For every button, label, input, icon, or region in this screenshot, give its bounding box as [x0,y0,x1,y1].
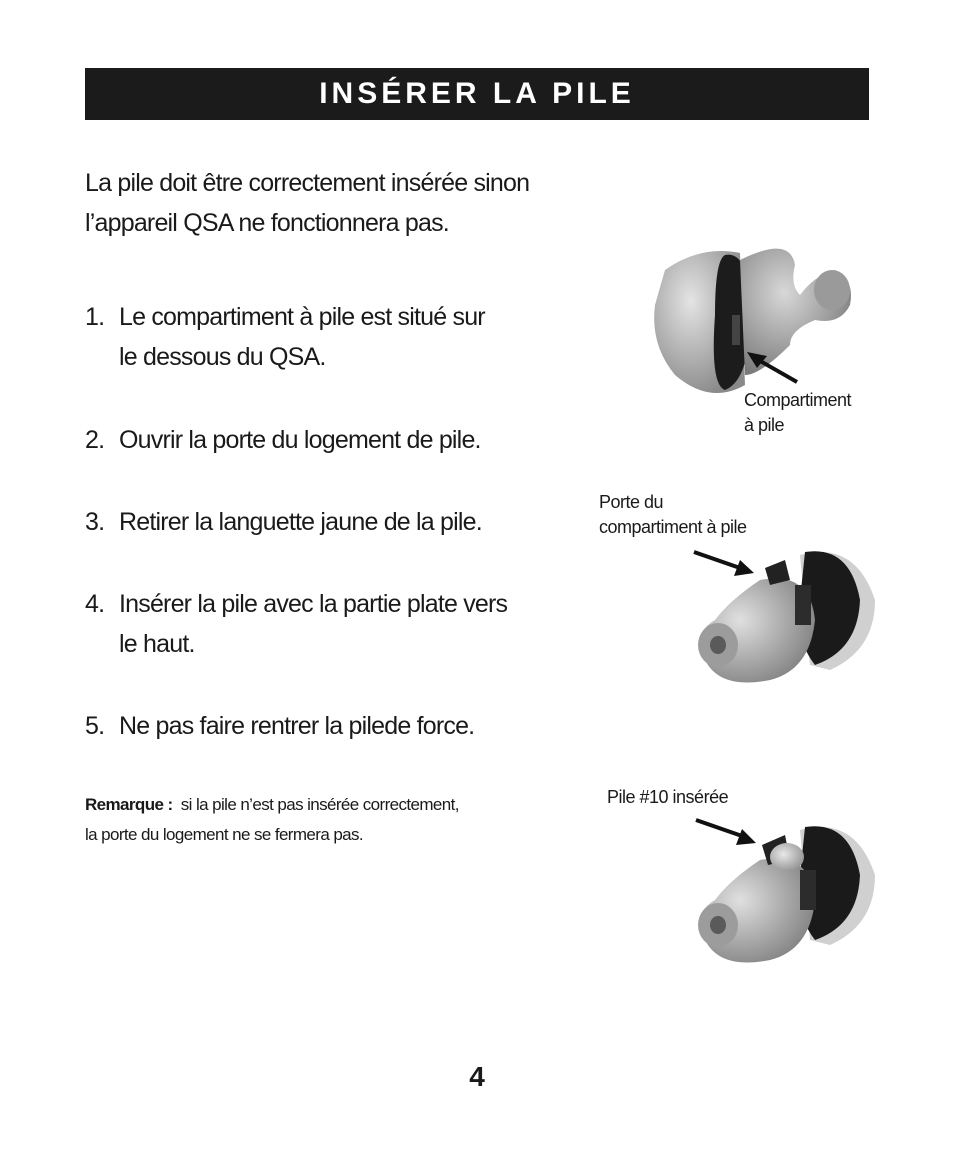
section-title: INSÉRER LA PILE [319,77,635,110]
caption-line-1: Compartiment [744,390,852,410]
caption-line-1: Pile #10 insérée [607,787,729,807]
step-text-line-1: Le compartiment à pile est situé sur [119,303,485,331]
step-3 [85,502,545,542]
step-5 [85,706,545,746]
step-text-line-1: Ouvrir la porte du logement de pile. [119,426,481,454]
step-4 [85,584,545,664]
note-paragraph [85,790,535,850]
caption-compartment-door [599,490,747,540]
step-2 [85,420,545,460]
step-text-line-1: Ne pas faire rentrer la pilede force. [119,712,475,740]
note-line-1: si la pile n’est pas insérée correctement, [180,795,459,814]
arrow-icon [745,350,805,390]
caption-battery-inserted [607,785,728,810]
device-illustration-2 [690,540,880,700]
intro-paragraph [85,163,555,243]
page-number: 4 [469,1061,485,1092]
step-number: 4. [85,590,105,618]
caption-line-2: à pile [744,415,785,435]
note-label: Remarque : [85,795,173,814]
step-number: 3. [85,508,105,536]
device-illustration-3 [690,815,880,980]
caption-battery-compartment [744,388,851,438]
step-text-line-1: Retirer la languette jaune de la pile. [119,508,482,536]
step-text-line-1: Insérer la pile avec la partie plate vers [119,590,508,618]
step-text-line-2: le haut. [119,630,195,658]
step-number: 1. [85,303,105,331]
section-header-bar [85,68,869,120]
step-text-line-2: le dessous du QSA. [119,343,326,371]
step-number: 5. [85,712,105,740]
caption-line-2: compartiment à pile [599,517,747,537]
intro-line-2: l’appareil QSA ne fonctionnera pas. [85,209,449,237]
note-line-2: la porte du logement ne se fermera pas. [85,825,364,844]
step-number: 2. [85,426,105,454]
step-1 [85,297,545,377]
intro-line-1: La pile doit être correctement insérée sinon [85,169,530,197]
caption-line-1: Porte du [599,492,664,512]
